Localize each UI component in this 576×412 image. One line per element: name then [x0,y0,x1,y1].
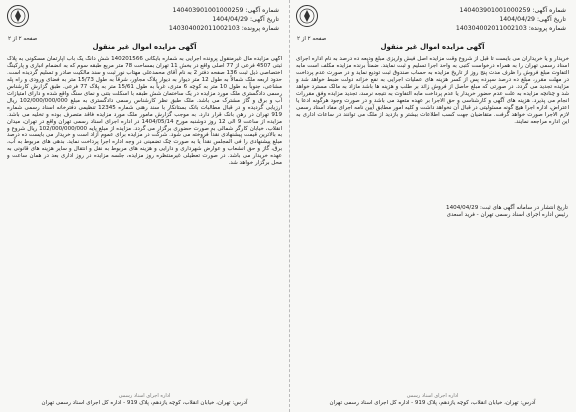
notice-body: آگهی مزایده مال غیرمنقول پرونده اجرایی به شماره بایگانی 140201566 شش دانگ یک باب آپارتمان مسکونی به پلاک ثبتی 4507 فرعی از 77 اصلی واقع در بخش 11 تهران بمساحت 78 متر مربع طبقه سوم که به انضمام انباری و پارکینگ اختصاصی ذیل ثبت 136 صفحه دفتر 2 به نام آقای محمدعلی مهتاب نور ثبت و سند مالکیت صادر و تسلیم گردیده است. حدود اربعه ملک شمالاً به طول 12 متر دیوار به دیوار پلاک مجاور، شرقاً به طول 15/73 متر به فضای ورودی و راه پله مشاعی، جنوباً به طول 10 متر به کوچه 6 متری، غرباً به طول 15/61 متر به پلاک 77 فرعی. طبق گزارش کارشناس رسمی دادگستری ملک مورد مزایده در یک ساختمان شش طبقه با اسکلت بتنی و نمای سنگ واقع شده و دارای امتیازات آب و برق و گاز مشترک می باشد. ملک طبق نظر کارشناس رسمی دادگستری به مبلغ 102/000/000/000 ریال ارزیابی گردیده و در قبال مطالبات بانک بستانکار با سند رهنی شماره 12345 تنظیمی دفترخانه اسناد رسمی شماره 919 تهران در رهن بانک قرار دارد. به موجب گزارش مامور ملک مورد مزایده فاقد متصرف بوده و تخلیه می باشد. مزایده از ساعت 9 الی 12 روز دوشنبه مورخ 1404/05/14 در اداره اجرای اسناد رسمی تهران واقع در تهران، میدان انقلاب، خیابان کارگر شمالی به صورت حضوری برگزار می گردد. مزایده از مبلغ پایه 102/000/000/000 ریال شروع و به بالاترین قیمت پیشنهادی نقداً فروخته می شود. شرکت در مزایده برای عموم آزاد است و خریدار می بایست ده درصد مبلغ پیشنهادی را فی المجلس نقداً یا به صورت چک تضمینی در وجه اداره اجرا پرداخت نماید. بدهی های مربوط به آب، برق، گاز و حق انشعاب و عوارض شهرداری و دارایی و هزینه های مربوط به نقل و انتقال و سایر هزینه های قانونی به عهده خریدار می باشد. در صورت تعطیلی غیرمنتظره روز مزایده، جلسه مزایده در روز اداری بعد در همان ساعت و محل برگزار خواهد شد. [7,56,282,167]
notice-page-right [289,0,576,412]
registry-emblem-icon [6,4,30,28]
notice-header [0,0,289,52]
notice-meta [169,6,279,33]
notice-body: خریدار و یا خریداران می بایست تا قبل از شروع وقت مزایده اصل فیش واریزی مبلغ ودیعه ده درصد به نام اداره اجرای اسناد رسمی تهران را به همراه درخواست کتبی به واحد اجرا تسلیم و ثبت نمایند. ضمناً برنده مزایده مکلف است مابه التفاوت مبلغ فروش را ظرف مدت پنج روز از تاریخ مزایده به حساب صندوق ثبت تودیع نماید و در صورت عدم پرداخت در مهلت مقرر، مبلغ ده درصد سپرده پس از کسر هزینه های عملیات اجرایی به نفع خزانه دولت ضبط خواهد شد و مزایده تجدید می گردد. در صورتی که مبلغ حاصل از فروش زائد بر طلب و هزینه ها باشد مازاد به مالک مسترد خواهد شد و چنانچه مزایده به علت عدم حضور خریدار یا عدم پرداخت مابه التفاوت به نتیجه نرسد، تجدید مزایده وفق مقررات انجام می پذیرد. هزینه های آگهی و کارشناسی و حق الاجرا بر عهده متعهد می باشد و در صورت وجود هرگونه ادعا یا اعتراض، اداره اجرا هیچ گونه مسئولیتی در قبال آن نخواهد داشت و کلیه امور مطابق آیین نامه اجرای مفاد اسناد رسمی لازم الاجرا صورت خواهد گرفت. متقاضیان جهت کسب اطلاعات بیشتر و بازدید از ملک می توانند در ساعات اداری به این اداره مراجعه نمایند. [296,56,569,125]
footer-address: آدرس: تهران، خیابان انقلاب، کوچه یازدهم، پلاک 919 - اداره کل اجرای اسناد رسمی تهران [41,400,248,406]
case-number: شماره پرونده: 140304002011002103 [168,25,279,32]
registry-emblem-icon [295,4,319,28]
notice-footer [6,393,283,406]
notice-number: شماره آگهی: 140403901001000259 [172,7,279,14]
notice-number: شماره آگهی: 140403901001000259 [459,7,566,14]
notice-date: تاریخ آگهی: 1404/04/29 [499,16,566,23]
notice-meta [456,6,566,33]
footer-watermark: اداره اجرای اسناد رسمی [406,393,459,399]
notice-title: آگهی مزایده اموال غیر منقول [92,43,197,51]
publish-date: تاریخ انتشار در سامانه آگهی های ثبت: 1404/04/29 [446,205,568,211]
notice-signature [297,205,568,219]
notice-header [289,0,576,52]
footer-address: آدرس: تهران، خیابان انقلاب، کوچه یازدهم، پلاک 919 - اداره کل اجرای اسناد رسمی تهران [329,400,536,406]
office-head: رئیس اداره اجرای اسناد رسمی تهران - فرید اسعدی [446,212,568,218]
page-number: صفحه ۲ از ۲ [297,36,327,42]
notice-title: آگهی مزایده اموال غیر منقول [380,43,485,51]
footer-watermark: اداره اجرای اسناد رسمی [118,393,171,399]
notice-date: تاریخ آگهی: 1404/04/29 [212,16,279,23]
page-number: صفحه ۲ از ۲ [8,36,38,42]
notice-footer [295,393,570,406]
case-number: شماره پرونده: 140304002011002103 [455,25,566,32]
